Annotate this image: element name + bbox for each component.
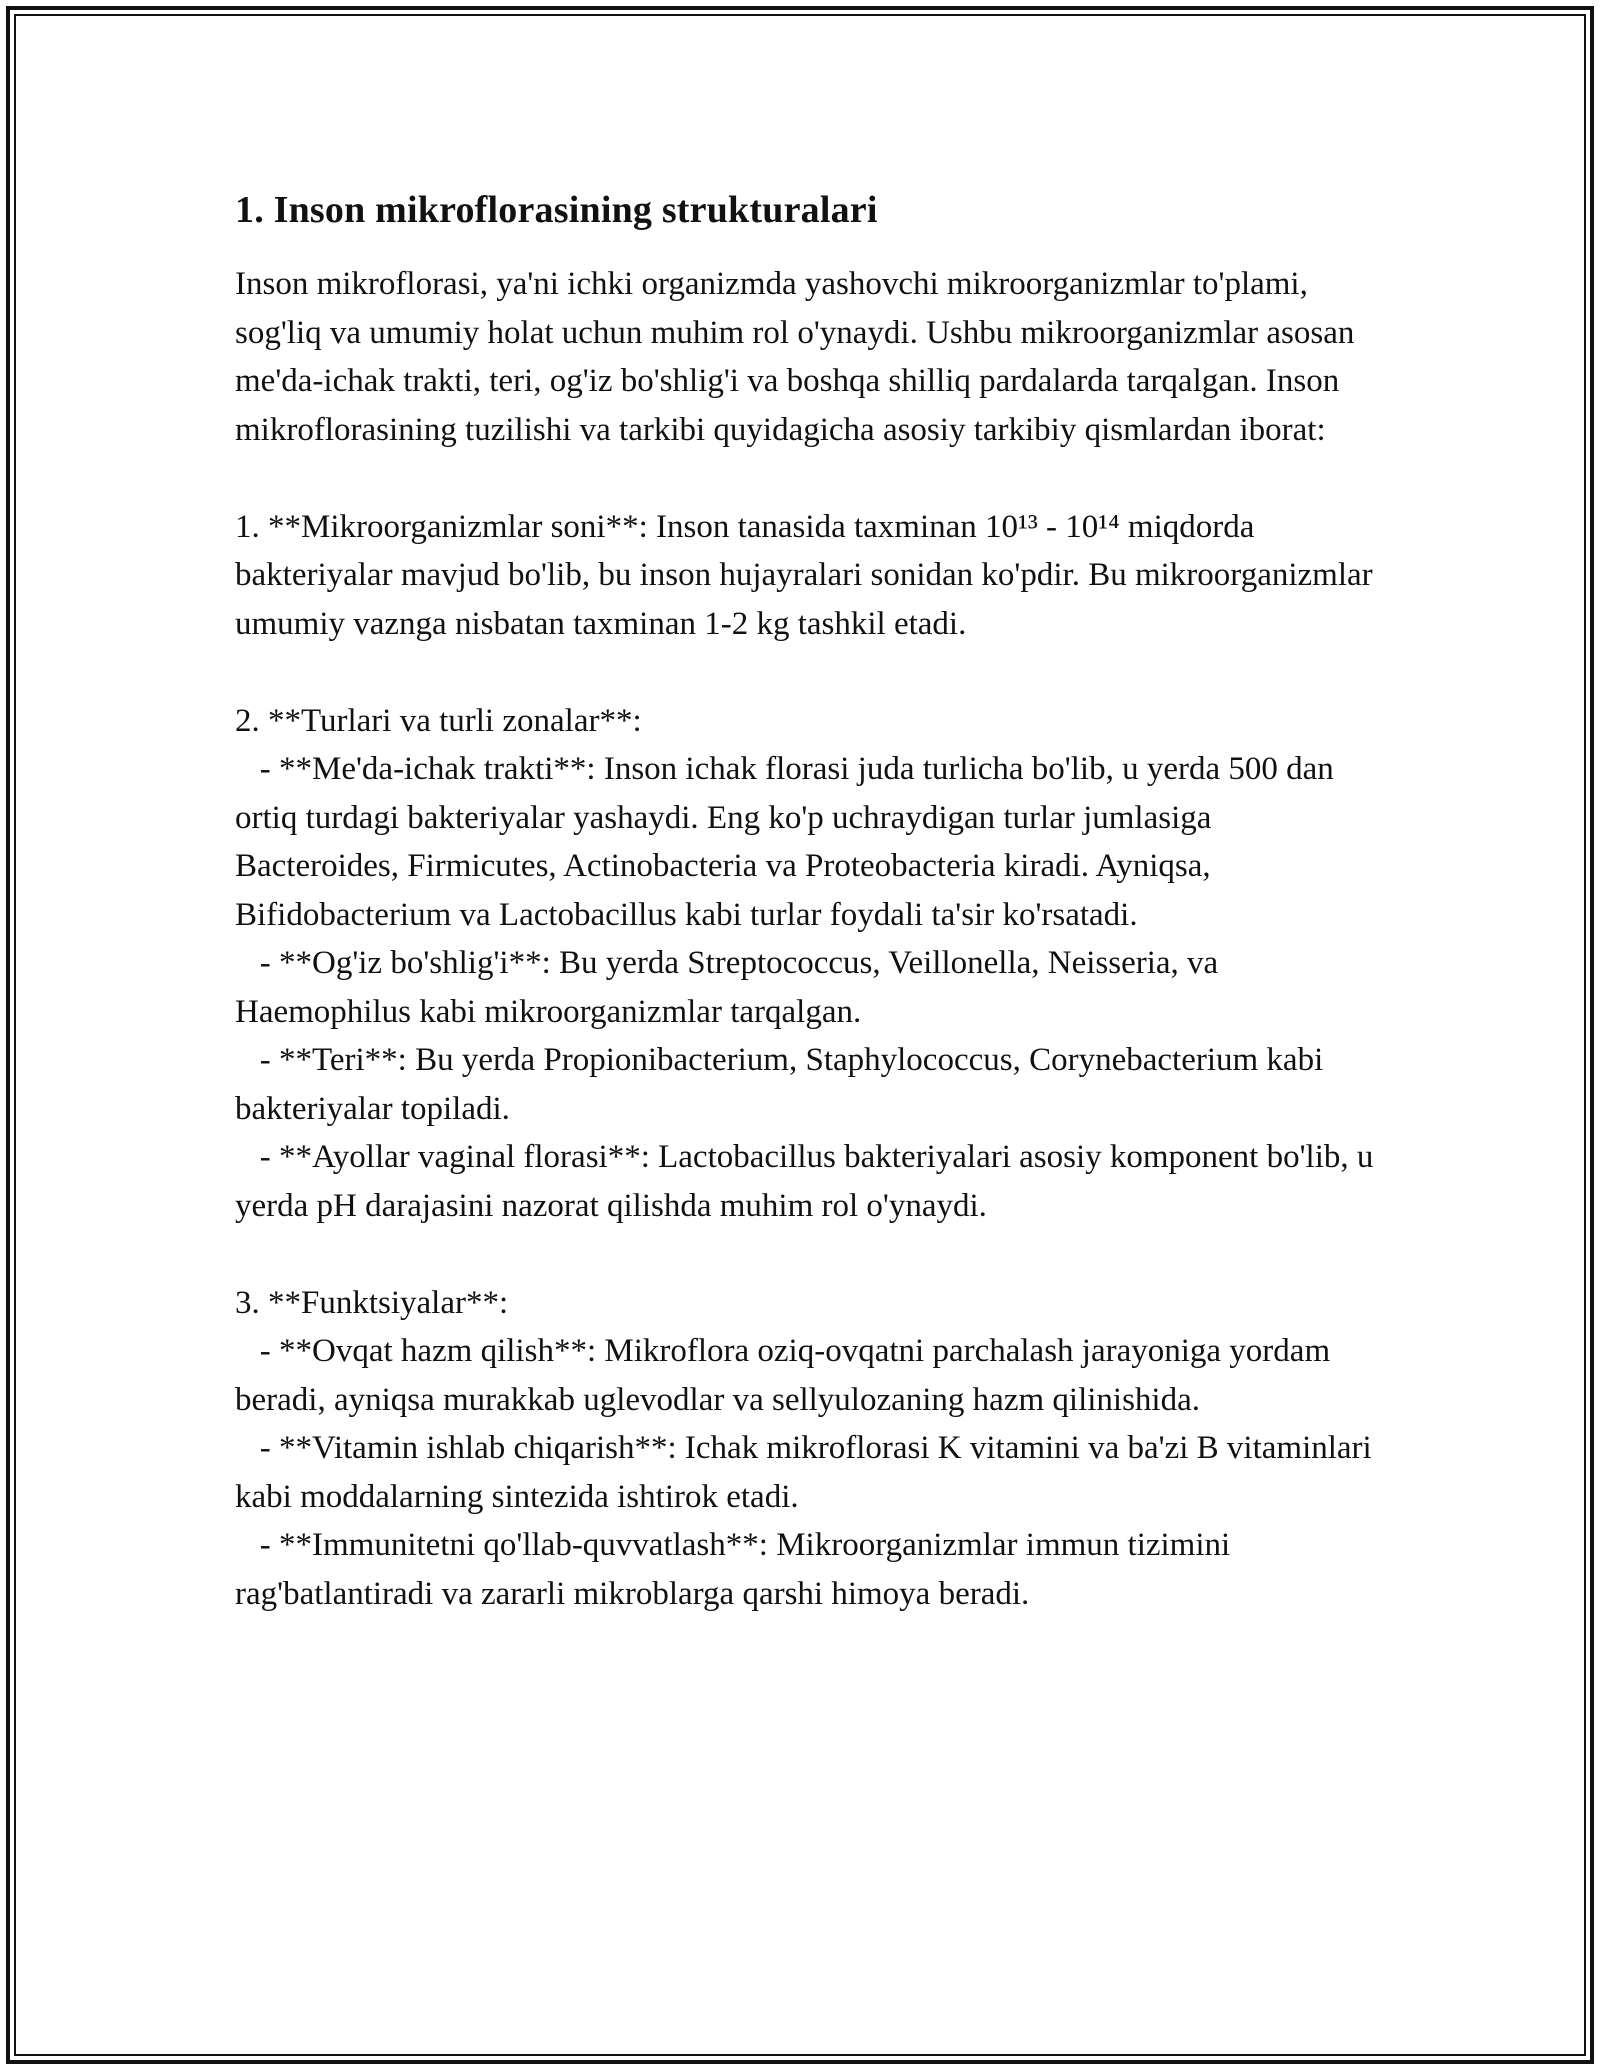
spacer [235, 648, 1375, 697]
section-2-item-oral-text: - **Og'iz bo'shlig'i**: Bu yerda Streptococcus, Veillonella, Neisseria, va Haemophilus kabi mikroorganizmlar tarqalgan. [235, 945, 1219, 1030]
document-body [235, 186, 1375, 1618]
section-3-item-digestion-text: - **Ovqat hazm qilish**: Mikroflora oziq-ovqatni parchalash jarayoniga yordam beradi, ayniqsa murakkab uglevodlar va sellyulozaning hazm qilinishida. [235, 1333, 1331, 1418]
section-2-item-vaginal-text: - **Ayollar vaginal florasi**: Lactobacillus bakteriyalari asosiy komponent bo'lib, u yerda pH darajasini nazorat qilishda muhim rol o'ynaydi. [235, 1139, 1374, 1224]
spacer [235, 1230, 1375, 1279]
section-3-item-digestion [235, 1327, 1375, 1424]
section-1-paragraph: 1. **Mikroorganizmlar soni**: Inson tanasida taxminan 10¹³ - 10¹⁴ miqdorda bakteriyalar mavjud bo'lib, bu inson hujayralari sonidan ko'pdir. Bu mikroorganizmlar umumiy vaznga nisbatan taxminan 1-2 kg tashkil etadi. [235, 508, 1373, 642]
section-3-item-vitamin [235, 1424, 1375, 1521]
section-2-heading: 2. **Turlari va turli zonalar**: [235, 702, 642, 739]
section-2-item-skin [235, 1036, 1375, 1133]
section-2-item-skin-text: - **Teri**: Bu yerda Propionibacterium, Staphylococcus, Corynebacterium kabi bakteriyalar topiladi. [235, 1042, 1324, 1127]
section-3-item-immunity-text: - **Immunitetni qo'llab-quvvatlash**: Mikroorganizmlar immun tizimini rag'batlantiradi va zararli mikroblarga qarshi himoya beradi. [235, 1527, 1231, 1612]
section-2-item-vaginal [235, 1133, 1375, 1230]
section-2-item-gut [235, 745, 1375, 939]
spacer [235, 454, 1375, 503]
section-2-item-gut-text: - **Me'da-ichak trakti**: Inson ichak florasi juda turlicha bo'lib, u yerda 500 dan ortiq turdagi bakteriyalar yashaydi. Eng ko'p uchraydigan turlar jumlasiga Bacteroides, Firmicutes, Actinobacteria va Proteobacteria kiradi. Ayniqsa, Bifidobacterium va Lactobacillus kabi turlar foydali ta'sir ko'rsatadi. [235, 751, 1334, 933]
section-3-heading: 3. **Funktsiyalar**: [235, 1284, 509, 1321]
intro-paragraph: Inson mikroflorasi, ya'ni ichki organizmda yashovchi mikroorganizmlar to'plami, sog'liq va umumiy holat uchun muhim rol o'ynaydi. Ushbu mikroorganizmlar asosan me'da-ichak trakti, teri, og'iz bo'shlig'i va boshqa shilliq pardalarda tarqalgan. Inson mikroflorasining tuzilishi va tarkibi quyidagicha asosiy tarkibiy qismlardan iborat: [235, 266, 1355, 448]
page-title: 1. Inson mikroflorasining strukturalari [235, 189, 878, 231]
section-2-item-oral [235, 939, 1375, 1036]
section-3-item-immunity [235, 1521, 1375, 1618]
section-3-item-vitamin-text: - **Vitamin ishlab chiqarish**: Ichak mikroflorasi K vitamini va ba'zi B vitaminlari kabi moddalarning sintezida ishtirok etadi. [235, 1430, 1372, 1515]
